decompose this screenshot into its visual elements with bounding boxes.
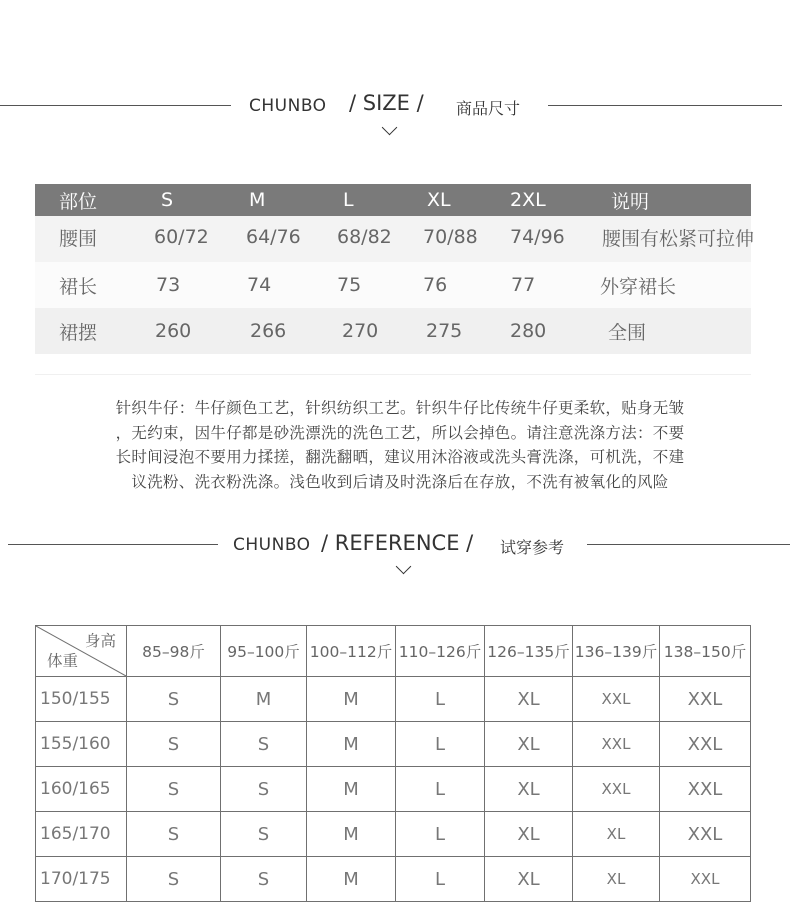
size-cell: S [127,677,221,722]
size-cell: 60/72 [154,226,209,248]
divider [35,374,751,375]
size-cell: XXL [660,767,751,812]
height-label-cell: 165/170 [36,812,127,857]
size-cell: XXL [573,722,660,767]
description-line: 长时间浸泡不要用力揉搓，翻洗翻晒，建议用沐浴液或洗头膏洗涤，可机洗，不建 [115,448,685,466]
description-line: 针织牛仔：牛仔颜色工艺，针织纺织工艺。针织牛仔比传统牛仔更柔软，贴身无皱 [115,399,685,417]
size-header-cell: 部位 [59,190,98,213]
size-cell: 266 [250,320,287,342]
size-header-cell: XL [427,189,451,211]
weight-range-header: 110–126斤 [396,626,485,677]
size-cell: 64/76 [246,226,301,248]
size-cell: 外穿裙长 [600,275,677,298]
size-cell: 270 [342,320,379,342]
reference-header-left-line [8,544,218,545]
reference-row [36,767,751,812]
size-cell: 70/88 [423,226,478,248]
size-cell: XL [485,857,573,902]
size-title: / SIZE / [349,91,424,115]
weight-range-header: 126–135斤 [485,626,573,677]
size-cell: XXL [660,857,751,902]
weight-range-header: 85–98斤 [127,626,221,677]
size-cell: S [221,722,307,767]
size-cell: 73 [156,274,181,296]
size-table-row [35,216,755,262]
size-cell: 裙摆 [59,321,98,344]
weight-range-header: 138–150斤 [660,626,751,677]
size-header-cell: 2XL [510,189,546,211]
size-header-cell: L [343,189,354,211]
size-cell: L [396,812,485,857]
reference-header-row [36,626,751,677]
corner-cell [36,626,127,677]
size-cell: S [127,722,221,767]
reference-row [36,677,751,722]
height-label-cell: 170/175 [36,857,127,902]
size-cell: XL [485,677,573,722]
size-header-cell: M [249,189,266,211]
size-cell: XXL [660,677,751,722]
size-cell: XL [485,812,573,857]
reference-row [36,722,751,767]
size-cell: S [127,767,221,812]
chevron-down-icon [396,559,412,575]
reference-header-right-line [587,544,790,545]
reference-row [36,857,751,902]
size-cell: 74/96 [510,226,565,248]
size-cell: M [307,722,396,767]
size-cell: XL [573,812,660,857]
weight-range-header: 95–100斤 [221,626,307,677]
size-cell: S [221,767,307,812]
size-cell: 76 [423,274,448,296]
size-header-left-line [0,105,231,106]
size-cell: 275 [426,320,463,342]
height-label: 身高 [84,632,116,650]
size-table-row [35,262,751,308]
description-line: ，无约束，因牛仔都是砂洗漂洗的洗色工艺，所以会掉色。请注意洗涤方法：不要 [115,423,685,442]
size-brand: CHUNBO [249,96,327,116]
description-line: 议洗粉、洗衣粉洗涤。浅色收到后请及时洗涤后在存放，不洗有被氧化的风险 [131,472,669,491]
size-cell: 腰围 [59,227,98,250]
size-cell: M [307,677,396,722]
size-subtitle: 商品尺寸 [456,99,521,118]
size-cell: 75 [337,274,362,296]
size-cell: M [221,677,307,722]
reference-row [36,812,751,857]
size-cell: XXL [573,677,660,722]
size-cell: M [307,812,396,857]
size-table [35,184,755,354]
size-cell: XXL [573,767,660,812]
size-cell: L [396,677,485,722]
size-cell: 腰围有松紧可拉伸 [602,227,755,250]
size-cell: S [127,812,221,857]
reference-brand: CHUNBO [233,535,311,555]
reference-table [35,625,751,902]
height-label-cell: 150/155 [36,677,127,722]
size-cell: XXL [660,722,751,767]
size-cell: 裙长 [59,275,98,298]
size-cell: S [221,857,307,902]
chevron-down-icon [382,120,398,136]
size-cell: 全围 [608,321,647,344]
size-cell: 77 [511,274,536,296]
size-header-cell: 说明 [611,190,650,213]
size-cell: XL [485,767,573,812]
reference-title: / REFERENCE / [321,531,474,555]
size-cell: XL [485,722,573,767]
size-cell: M [307,857,396,902]
size-cell: XL [573,857,660,902]
size-table-header [35,184,751,216]
size-header-right-line [548,105,782,106]
size-cell: 260 [155,320,192,342]
size-cell: 74 [247,274,272,296]
size-cell: XXL [660,812,751,857]
care-description [70,396,730,494]
size-cell: L [396,857,485,902]
size-cell: 68/82 [337,226,392,248]
size-cell: L [396,722,485,767]
weight-label: 体重 [47,652,79,670]
size-cell: 280 [510,320,547,342]
size-cell: L [396,767,485,812]
size-cell: M [307,767,396,812]
height-label-cell: 160/165 [36,767,127,812]
weight-range-header: 100–112斤 [307,626,396,677]
size-cell: S [221,812,307,857]
size-header-cell: S [161,189,174,211]
weight-range-header: 136–139斤 [573,626,660,677]
size-table-row [35,308,751,354]
reference-subtitle: 试穿参考 [500,538,565,557]
height-label-cell: 155/160 [36,722,127,767]
size-cell: S [127,857,221,902]
